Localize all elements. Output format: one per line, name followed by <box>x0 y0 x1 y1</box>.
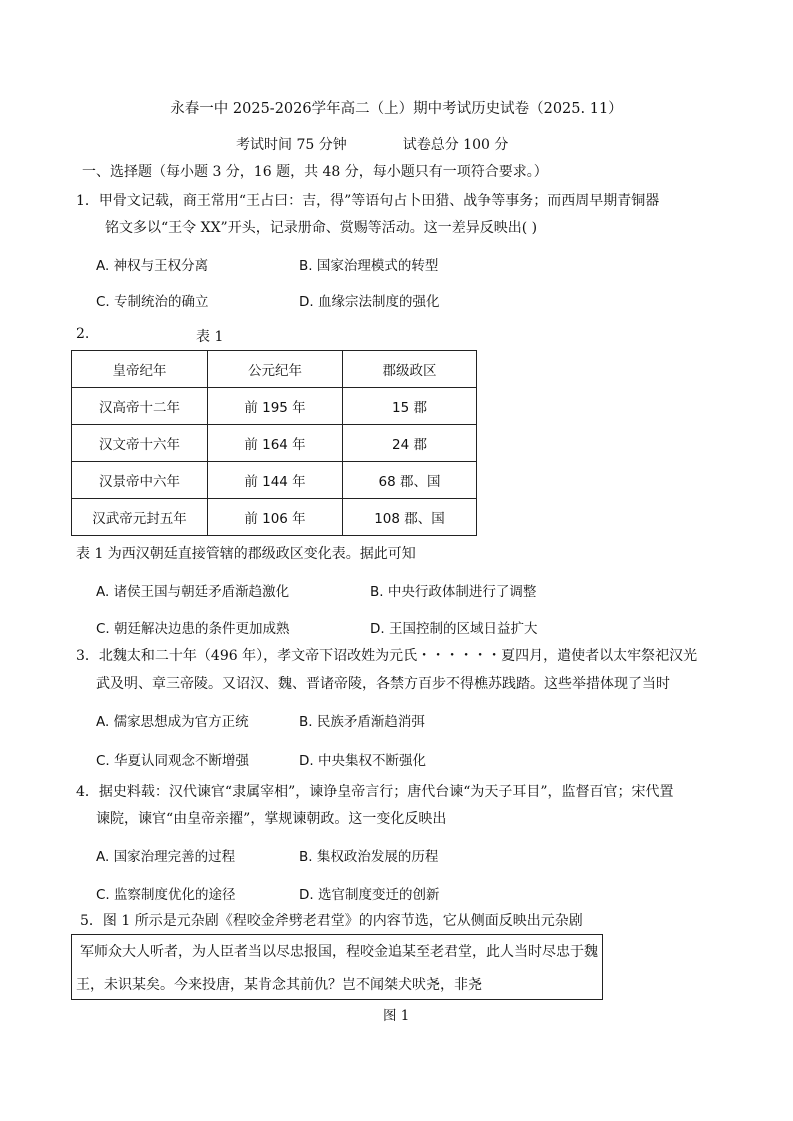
table-cell: 汉文帝十六年 <box>72 425 208 462</box>
table-row <box>72 388 477 425</box>
table-row <box>72 462 477 499</box>
quote-line: 王，未识某矣。今来投唐，某肯念其前仇？岂不闻桀犬吠尧，非尧 <box>76 977 482 993</box>
table-cell: 汉高帝十二年 <box>72 388 208 425</box>
q3-stem-line2: 武及明、章三帝陵。又诏汉、魏、晋诸帝陵，各禁方百步不得樵苏践踏。这些举措体现了当时 <box>96 676 670 692</box>
table-1 <box>71 350 477 536</box>
q2-number: 2. <box>76 326 90 342</box>
exam-score: 试卷总分 100 分 <box>402 137 509 153</box>
exam-title: 永春一中 2025-2026学年高二（上）期中考试历史试卷（2025. 11） <box>170 101 623 117</box>
table-cell: 汉武帝元封五年 <box>72 499 208 536</box>
figure-1-quote-box <box>71 934 603 1000</box>
q1-option-c[interactable]: C. 专制统治的确立 <box>96 294 209 310</box>
q4-stem-line1: 4．据史料载：汉代谏官“隶属宰相”，谏诤皇帝言行；唐代台谏“为天子耳目”，监督百官；宋代置 <box>76 784 674 800</box>
table-cell: 15 郡 <box>343 388 477 425</box>
q1-stem-line1: 1．甲骨文记载，商王常用“王占曰：吉，得”等语句占卜田猎、战争等事务；而西周早期青铜器 <box>76 193 660 209</box>
exam-time: 考试时间 75 分钟 <box>236 137 347 153</box>
q5-stem: 5．图 1 所示是元杂剧《程咬金斧劈老君堂》的内容节选，它从侧面反映出元杂剧 <box>80 913 583 929</box>
table-cell: 108 郡、国 <box>343 499 477 536</box>
q2-option-c[interactable]: C. 朝廷解决边患的条件更加成熟 <box>96 621 290 637</box>
exam-info <box>236 134 508 154</box>
q1-option-b[interactable]: B. 国家治理模式的转型 <box>299 258 439 274</box>
table-header-cell: 郡级政区 <box>343 351 477 388</box>
q3-option-c[interactable]: C. 华夏认同观念不断增强 <box>96 753 250 769</box>
table-row <box>72 425 477 462</box>
table-header-cell: 公元纪年 <box>208 351 343 388</box>
q3-option-d[interactable]: D. 中央集权不断强化 <box>299 753 426 769</box>
table-cell: 汉景帝中六年 <box>72 462 208 499</box>
q2-option-b[interactable]: B. 中央行政体制进行了调整 <box>370 584 537 600</box>
q4-option-c[interactable]: C. 监察制度优化的途径 <box>96 887 236 903</box>
q2-option-d[interactable]: D. 王国控制的区域日益扩大 <box>370 621 538 637</box>
q1-stem-line2: 铭文多以“王令 XX”开头，记录册命、赏赐等活动。这一差异反映出( ) <box>105 220 538 236</box>
q3-option-b[interactable]: B. 民族矛盾渐趋消弭 <box>299 714 425 730</box>
table-cell: 前 106 年 <box>208 499 343 536</box>
q1-option-d[interactable]: D. 血缘宗法制度的强化 <box>299 294 440 310</box>
table-cell: 68 郡、国 <box>343 462 477 499</box>
table-header-row <box>72 351 477 388</box>
section-heading: 一、选择题（每小题 3 分，16 题，共 48 分，每小题只有一项符合要求。） <box>82 164 548 180</box>
q3-option-a[interactable]: A. 儒家思想成为官方正统 <box>96 714 249 730</box>
q4-stem-line2: 谏院，谏官“由皇帝亲擢”，掌规谏朝政。这一变化反映出 <box>96 811 447 827</box>
q4-option-d[interactable]: D. 选官制度变迁的创新 <box>299 887 440 903</box>
table-header-cell: 皇帝纪年 <box>72 351 208 388</box>
q2-option-a[interactable]: A. 诸侯王国与朝廷矛盾渐趋激化 <box>96 584 290 600</box>
q4-option-b[interactable]: B. 集权政治发展的历程 <box>299 849 439 865</box>
q4-option-a[interactable]: A. 国家治理完善的过程 <box>96 849 236 865</box>
quote-line: 军师众大人听者，为人臣者当以尽忠报国，程咬金追某至老君堂，此人当时尽忠于魏 <box>80 944 598 960</box>
q2-stem: 表 1 为西汉朝廷直接管辖的郡级政区变化表。据此可知 <box>76 546 416 562</box>
q3-stem-line1: 3．北魏太和二十年（496 年），孝文帝下诏改姓为元氏・・・・・・夏四月，遣使者以太牢祭祀汉光 <box>76 648 698 664</box>
table-cell: 24 郡 <box>343 425 477 462</box>
figure-caption: 图 1 <box>383 1008 410 1024</box>
table-cell: 前 195 年 <box>208 388 343 425</box>
table-cell: 前 144 年 <box>208 462 343 499</box>
table-title: 表 1 <box>196 329 224 345</box>
q1-option-a[interactable]: A. 神权与王权分离 <box>96 258 209 274</box>
table-cell: 前 164 年 <box>208 425 343 462</box>
table-row <box>72 499 477 536</box>
